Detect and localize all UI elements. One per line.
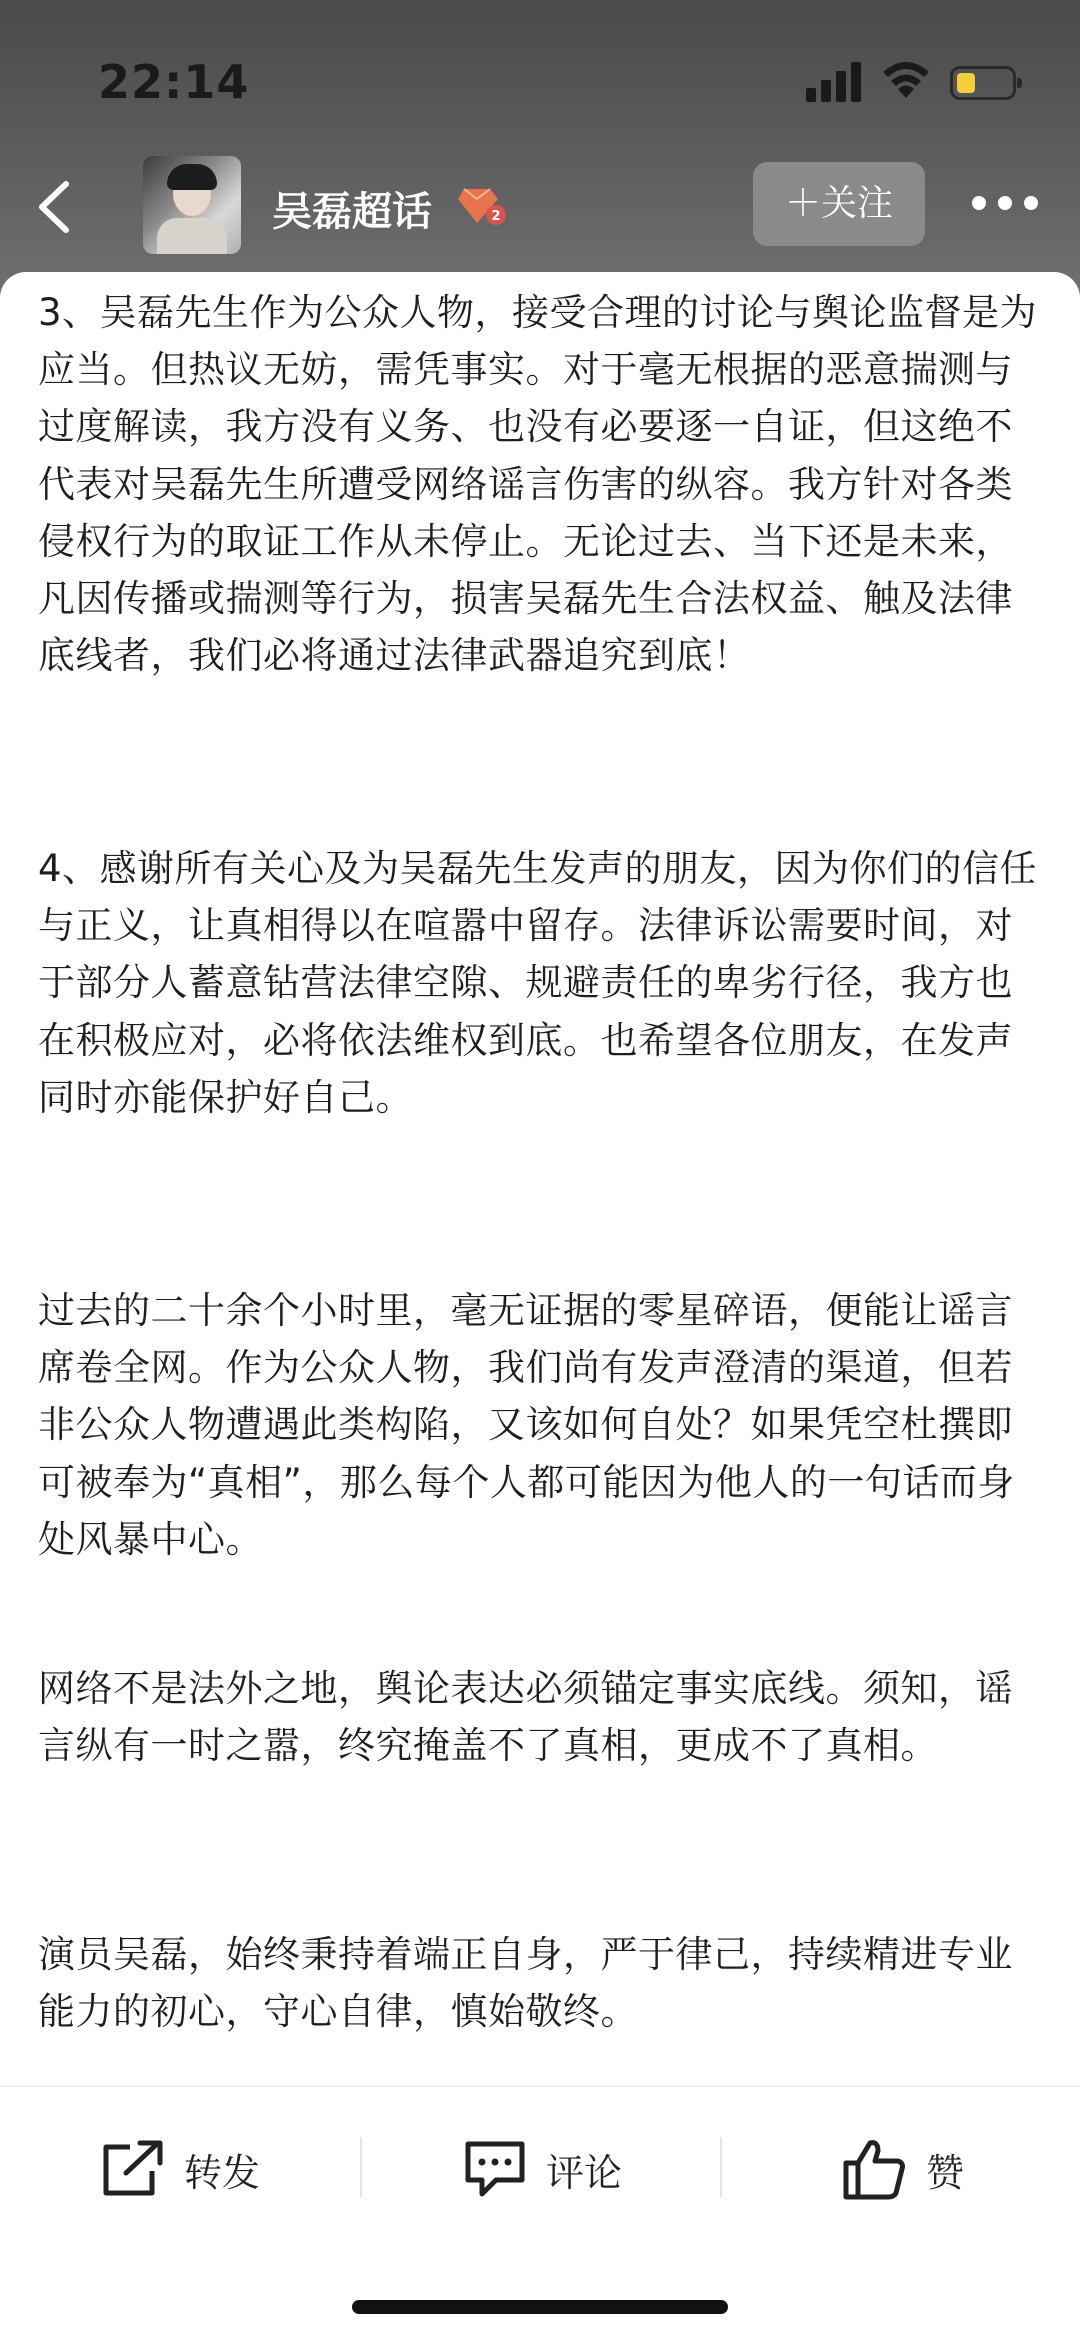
repost-label: 转发	[184, 2150, 261, 2195]
repost-icon	[100, 2139, 166, 2199]
repost-button[interactable]	[100, 2129, 260, 2209]
comment-button[interactable]	[462, 2129, 622, 2209]
action-separator	[720, 2137, 722, 2197]
wifi-icon	[880, 58, 932, 102]
svg-text:2: 2	[491, 209, 501, 224]
action-bar	[0, 2087, 1080, 2338]
post-content-card	[0, 272, 1080, 2090]
topic-title[interactable]: 吴磊超话	[272, 189, 432, 235]
like-label: 赞	[926, 2150, 965, 2195]
top-nav-bar	[0, 150, 1080, 280]
action-separator	[360, 2137, 362, 2197]
post-paragraph-1: 3、吴磊先生作为公众人物，接受合理的讨论与舆论监督是为应当。但热议无妨，需凭事实。对于毫无根据的恶意揣测与过度解读，我方没有义务、也没有必要逐一自证，但这绝不代表对吴磊先生所遭受网络谣言伤害的纵容。我方针对各类侵权行为的取证工作从未停止。无论过去、当下还是未来，凡因传播或揣测等行为，损害吴磊先生合法权益、触及法律底线者，我们必将通过法律武器追究到底！	[38, 291, 1038, 678]
status-bar	[0, 0, 1080, 170]
like-icon	[842, 2137, 908, 2201]
back-arrow-icon[interactable]	[28, 172, 88, 242]
status-time: 22:14	[98, 55, 250, 109]
post-paragraph-5: 演员吴磊，始终秉持着端正自身，严于律己，持续精进专业能力的初心，守心自律，慎始敬终。	[38, 1933, 1013, 2034]
like-button[interactable]	[842, 2129, 964, 2209]
comment-icon	[462, 2138, 528, 2200]
home-indicator[interactable]	[352, 2300, 728, 2314]
topic-avatar[interactable]	[143, 156, 241, 254]
comment-label: 评论	[546, 2150, 623, 2195]
post-paragraph-4: 网络不是法外之地，舆论表达必须锚定事实底线。须知，谣言纵有一时之嚣，终究掩盖不了真相，更成不了真相。	[38, 1667, 1013, 1768]
battery-icon	[950, 66, 1016, 100]
signal-icon	[806, 60, 864, 102]
post-paragraph-3: 过去的二十余个小时里，毫无证据的零星碎语，便能让谣言席卷全网。作为公众人物，我们尚有发声澄清的渠道，但若非公众人物遭遇此类构陷，又该如何自处？如果凭空杜撰即可被奉为“真相”，那么每个人都可能因为他人的一句话而身处风暴中心。	[38, 1289, 1015, 1561]
follow-button[interactable]: ＋关注	[753, 162, 925, 246]
super-topic-badge-icon	[458, 185, 506, 227]
more-dots-icon[interactable]	[972, 188, 1042, 218]
post-paragraph-2: 4、感谢所有关心及为吴磊先生发声的朋友，因为你们的信任与正义，让真相得以在喧嚣中留存。法律诉讼需要时间，对于部分人蓄意钻营法律空隙、规避责任的卑劣行径，我方也在积极应对，必将依法维权到底。也希望各位朋友，在发声同时亦能保护好自己。	[38, 847, 1038, 1119]
